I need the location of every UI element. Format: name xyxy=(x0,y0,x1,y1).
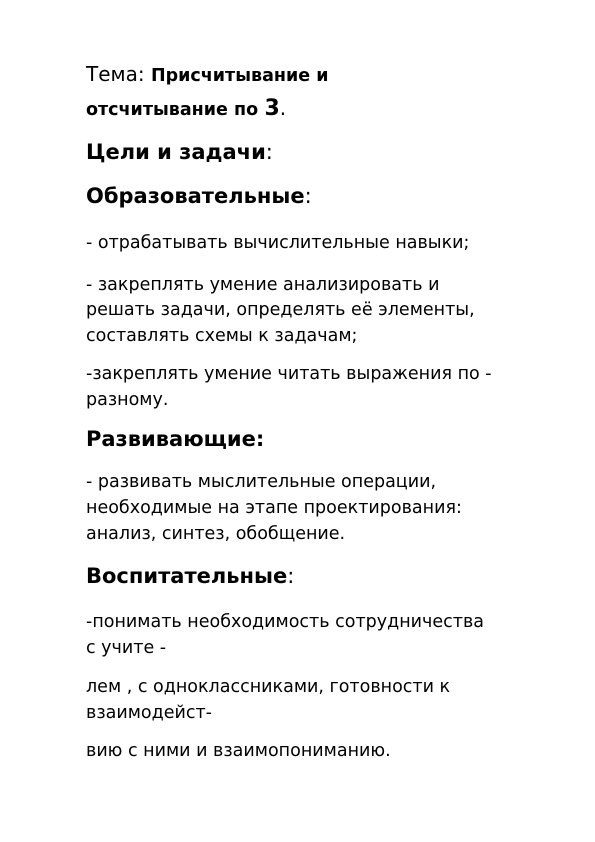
developing-line: - развивать мыслительные операции, xyxy=(86,472,437,492)
goals-heading-colon: : xyxy=(265,140,273,164)
upbringing-heading xyxy=(86,562,294,590)
upbringing-line: лем , с одноклассниками, готовности к xyxy=(86,677,451,697)
educational-heading-text: Образовательные xyxy=(86,184,305,208)
developing-line: анализ, синтез, обобщение. xyxy=(86,524,346,544)
theme-line-1 xyxy=(86,60,328,90)
theme-title-part1: Присчитывание и xyxy=(150,66,329,86)
educational-line: составлять схемы к задачам; xyxy=(86,326,358,346)
educational-line: - закреплять умение анализировать и xyxy=(86,275,440,295)
theme-number: 3 xyxy=(264,96,280,121)
developing-heading: Развивающие: xyxy=(86,427,265,451)
upbringing-line: вию с ними и взаимопониманию. xyxy=(86,741,391,761)
educational-line: -закреплять умение читать выражения по - xyxy=(86,364,492,384)
upbringing-heading-colon: : xyxy=(287,564,295,588)
educational-line: разному. xyxy=(86,390,169,410)
educational-heading-colon: : xyxy=(304,184,312,208)
educational-line: решать задачи, определять её элементы, xyxy=(86,300,475,320)
theme-title-part2: отсчитывание по xyxy=(86,100,259,120)
upbringing-line: с учите - xyxy=(86,638,167,658)
educational-heading xyxy=(86,182,312,210)
upbringing-line: -понимать необходимость сотрудничества xyxy=(86,612,484,632)
theme-label: Тема: xyxy=(86,62,145,86)
theme-line-2 xyxy=(86,94,286,124)
goals-heading xyxy=(86,138,273,166)
educational-line: - отрабатывать вычислительные навыки; xyxy=(86,233,470,253)
goals-heading-text: Цели и задачи xyxy=(86,140,266,164)
developing-line: необходимые на этапе проектирования: xyxy=(86,498,462,518)
theme-period: . xyxy=(279,96,287,120)
upbringing-heading-text: Воспитательные xyxy=(86,564,288,588)
upbringing-line: взаимодейст- xyxy=(86,703,212,723)
